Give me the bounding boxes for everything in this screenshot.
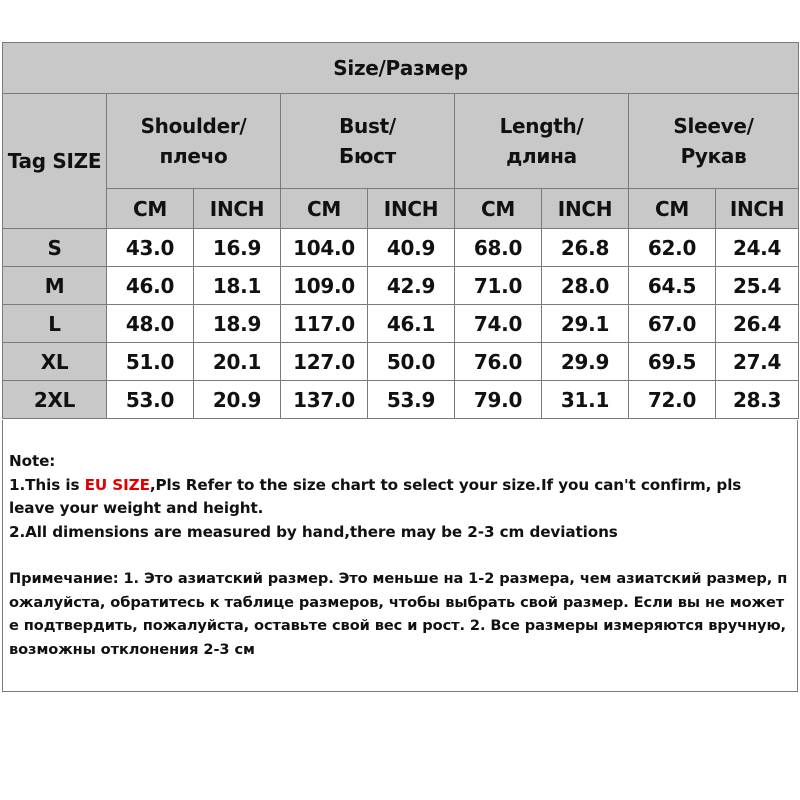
table-cell: 53.0: [107, 381, 194, 419]
header-line: Sleeve/: [673, 114, 754, 138]
table-row: [3, 305, 799, 343]
table-title: Size/Размер: [3, 43, 799, 94]
table-cell: 16.9: [194, 229, 281, 267]
table-row: [3, 381, 799, 419]
table-cell: 28.3: [716, 381, 799, 419]
table-cell: 26.8: [542, 229, 629, 267]
table-cell: 25.4: [716, 267, 799, 305]
size-label: L: [3, 305, 107, 343]
shoulder-header: [107, 94, 281, 189]
table-cell: 74.0: [455, 305, 542, 343]
table-cell: 43.0: [107, 229, 194, 267]
size-label: 2XL: [3, 381, 107, 419]
table-cell: 24.4: [716, 229, 799, 267]
table-cell: 51.0: [107, 343, 194, 381]
tag-size-header: Tag SIZE: [3, 94, 107, 229]
unit-header: CM: [455, 189, 542, 229]
unit-header: INCH: [368, 189, 455, 229]
table-cell: 20.1: [194, 343, 281, 381]
size-table: [2, 42, 799, 419]
table-cell: 20.9: [194, 381, 281, 419]
table-cell: 42.9: [368, 267, 455, 305]
table-cell: 62.0: [629, 229, 716, 267]
header-line: Shoulder/: [140, 114, 247, 138]
table-cell: 109.0: [281, 267, 368, 305]
table-cell: 31.1: [542, 381, 629, 419]
table-cell: 127.0: [281, 343, 368, 381]
unit-header: INCH: [194, 189, 281, 229]
unit-header: INCH: [716, 189, 799, 229]
header-line: плечо: [159, 144, 228, 168]
size-label: M: [3, 267, 107, 305]
unit-header: CM: [629, 189, 716, 229]
table-cell: 117.0: [281, 305, 368, 343]
table-cell: 67.0: [629, 305, 716, 343]
unit-header: INCH: [542, 189, 629, 229]
header-line: Length/: [499, 114, 584, 138]
table-cell: 68.0: [455, 229, 542, 267]
notes-box: [2, 420, 798, 692]
table-cell: 18.1: [194, 267, 281, 305]
size-label: S: [3, 229, 107, 267]
length-header: [455, 94, 629, 189]
table-cell: 72.0: [629, 381, 716, 419]
russian-note: Примечание: 1. Это азиатский размер. Это меньше на 1-2 размера, чем азиатский размер, пожалуйста, обратитесь к таблице размеров, чтобы выбрать свой размер. Если вы не можете подтвердить, пожалуйста, оставьте свой вес и рост. 2. Все размеры измеряются вручную, возможны отклонения 2-3 см: [9, 570, 788, 658]
table-cell: 71.0: [455, 267, 542, 305]
table-cell: 40.9: [368, 229, 455, 267]
table-row: [3, 229, 799, 267]
sleeve-header: [629, 94, 799, 189]
table-cell: 28.0: [542, 267, 629, 305]
table-cell: 18.9: [194, 305, 281, 343]
table-cell: 64.5: [629, 267, 716, 305]
table-cell: 29.1: [542, 305, 629, 343]
notes-heading: Note:: [9, 452, 56, 470]
table-cell: 46.1: [368, 305, 455, 343]
size-chart: [2, 42, 798, 419]
table-cell: 76.0: [455, 343, 542, 381]
bust-header: [281, 94, 455, 189]
header-line: длина: [506, 144, 577, 168]
table-cell: 104.0: [281, 229, 368, 267]
table-cell: 53.9: [368, 381, 455, 419]
table-cell: 46.0: [107, 267, 194, 305]
table-cell: 50.0: [368, 343, 455, 381]
table-row: [3, 267, 799, 305]
eu-size-highlight: EU SIZE: [84, 475, 150, 494]
note-suffix: ,Pls Refer to the size chart to select your size.If you can't confirm, pls leave your weight and height.: [9, 475, 742, 517]
note-prefix: 1.This is: [9, 475, 85, 494]
note-line-1: [9, 474, 791, 521]
unit-header: CM: [281, 189, 368, 229]
header-line: Бюст: [339, 144, 396, 168]
table-row: [3, 343, 799, 381]
notes-spacer: [9, 544, 791, 567]
unit-header: CM: [107, 189, 194, 229]
header-line: Рукав: [680, 144, 747, 168]
table-cell: 79.0: [455, 381, 542, 419]
header-line: Bust/: [339, 114, 396, 138]
table-cell: 29.9: [542, 343, 629, 381]
table-cell: 69.5: [629, 343, 716, 381]
note-line-2: 2.All dimensions are measured by hand,there may be 2-3 cm deviations: [9, 522, 618, 541]
table-cell: 48.0: [107, 305, 194, 343]
table-cell: 137.0: [281, 381, 368, 419]
table-cell: 27.4: [716, 343, 799, 381]
table-cell: 26.4: [716, 305, 799, 343]
size-label: XL: [3, 343, 107, 381]
